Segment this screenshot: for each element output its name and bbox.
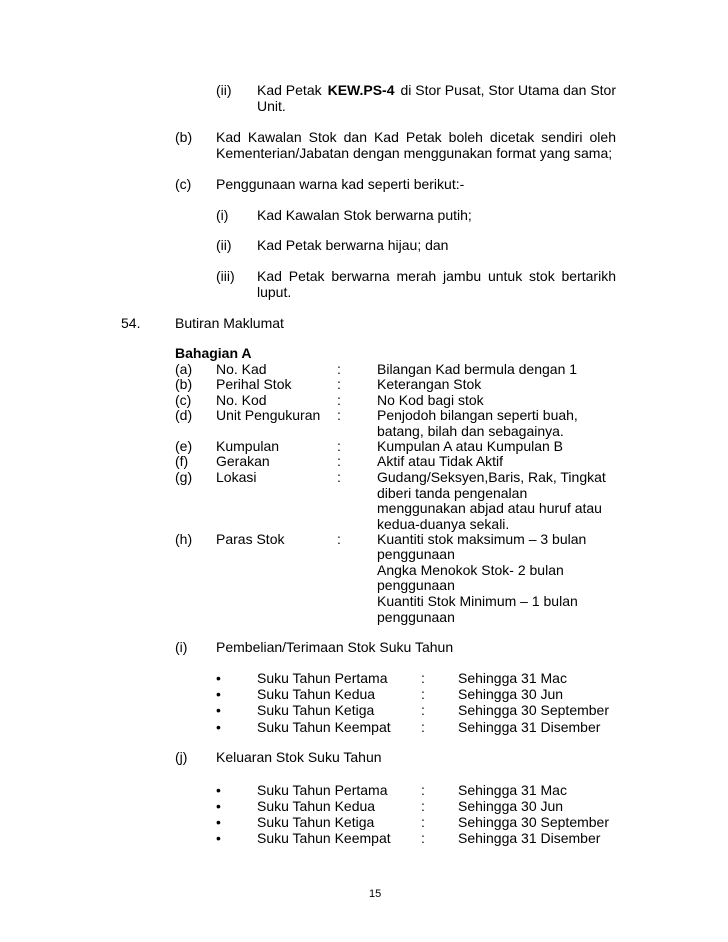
item-b-line2: Kementerian/Jabatan dengan menggunakan format yang sama; bbox=[216, 145, 613, 161]
field-value: Bilangan Kad bermula dengan 1 bbox=[377, 361, 578, 377]
quarter-label: Suku Tahun Pertama bbox=[257, 782, 388, 798]
bahagian-heading: Bahagian A bbox=[175, 345, 252, 361]
quarter-value: Sehingga 30 September bbox=[458, 814, 609, 830]
bullet-icon: • bbox=[216, 798, 221, 814]
field-value-cont: diberi tanda pengenalan bbox=[377, 485, 528, 501]
quarter-value: Sehingga 31 Mac bbox=[458, 670, 567, 686]
field-value-cont: Angka Menokok Stok- 2 bulan bbox=[377, 562, 564, 578]
field-label: Unit Pengukuran bbox=[216, 407, 321, 423]
field-value-cont: penggunaan bbox=[377, 609, 455, 625]
field-value: Gudang/Seksyen,Baris, Rak, Tingkat bbox=[377, 469, 606, 485]
item-ii-post: di Stor Pusat, Stor Utama dan Stor bbox=[400, 82, 616, 98]
field-colon: : bbox=[337, 438, 341, 454]
quarter-label: Suku Tahun Kedua bbox=[257, 686, 376, 702]
field-colon: : bbox=[337, 531, 341, 547]
field-label: Gerakan bbox=[216, 453, 270, 469]
field-value: Kuantiti stok maksimum – 3 bulan bbox=[377, 531, 587, 547]
quarter-label: Suku Tahun Keempat bbox=[257, 830, 391, 846]
field-num: (h) bbox=[175, 531, 193, 547]
field-value-cont: batang, bilah dan sebagainya. bbox=[377, 423, 564, 439]
field-value: Keterangan Stok bbox=[377, 376, 482, 392]
bullet-icon: • bbox=[216, 830, 221, 846]
quarter-label: Suku Tahun Ketiga bbox=[257, 702, 375, 718]
field-colon: : bbox=[337, 453, 341, 469]
quarter-colon: : bbox=[421, 686, 425, 702]
field-label: No. Kod bbox=[216, 392, 267, 408]
bullet-icon: • bbox=[216, 814, 221, 830]
item-b-num: (b) bbox=[175, 129, 193, 145]
color-item-text-line2: luput. bbox=[257, 284, 292, 300]
item-ii-bold: KEW.PS-4 bbox=[327, 82, 395, 98]
bullet-icon: • bbox=[216, 686, 221, 702]
color-item-text: Kad Petak berwarna hijau; dan bbox=[257, 237, 449, 253]
quarter-label: Suku Tahun Keempat bbox=[257, 719, 391, 735]
field-num: (d) bbox=[175, 407, 193, 423]
item-ii-text bbox=[257, 82, 616, 98]
field-colon: : bbox=[337, 392, 341, 408]
item-c-num: (c) bbox=[175, 176, 192, 192]
field-num: (f) bbox=[175, 453, 189, 469]
item-j-num: (j) bbox=[175, 749, 188, 765]
field-label: Lokasi bbox=[216, 469, 257, 485]
quarter-value: Sehingga 30 September bbox=[458, 702, 609, 718]
section-number: 54. bbox=[121, 315, 141, 331]
field-num: (g) bbox=[175, 469, 193, 485]
field-label: No. Kad bbox=[216, 361, 267, 377]
field-value-cont: Kuantiti Stok Minimum – 1 bulan bbox=[377, 593, 578, 609]
quarter-colon: : bbox=[421, 719, 425, 735]
color-item-text: Kad Petak berwarna merah jambu untuk stok bertarikh bbox=[257, 268, 616, 284]
field-label: Paras Stok bbox=[216, 531, 285, 547]
field-label: Perihal Stok bbox=[216, 376, 292, 392]
quarter-colon: : bbox=[421, 830, 425, 846]
field-num: (a) bbox=[175, 361, 193, 377]
field-num: (e) bbox=[175, 438, 193, 454]
item-ii-num: (ii) bbox=[216, 82, 232, 98]
quarter-colon: : bbox=[421, 798, 425, 814]
color-item-num: (i) bbox=[216, 207, 229, 223]
color-item-num: (ii) bbox=[216, 237, 232, 253]
bullet-icon: • bbox=[216, 670, 221, 686]
bullet-icon: • bbox=[216, 782, 221, 798]
quarter-value: Sehingga 30 Jun bbox=[458, 798, 564, 814]
field-colon: : bbox=[337, 361, 341, 377]
quarter-value: Sehingga 31 Disember bbox=[458, 830, 601, 846]
quarter-colon: : bbox=[421, 702, 425, 718]
field-value-cont: menggunakan abjad atau huruf atau bbox=[377, 500, 602, 516]
quarter-label: Suku Tahun Kedua bbox=[257, 798, 376, 814]
quarter-colon: : bbox=[421, 670, 425, 686]
quarter-label: Suku Tahun Ketiga bbox=[257, 814, 375, 830]
field-value: No Kod bagi stok bbox=[377, 392, 484, 408]
quarter-value: Sehingga 31 Disember bbox=[458, 719, 601, 735]
item-ii-line2: Unit. bbox=[257, 98, 286, 114]
color-item-text: Kad Kawalan Stok berwarna putih; bbox=[257, 207, 472, 223]
quarter-label: Suku Tahun Pertama bbox=[257, 670, 388, 686]
item-j-title: Keluaran Stok Suku Tahun bbox=[216, 749, 382, 765]
field-colon: : bbox=[337, 376, 341, 392]
bullet-icon: • bbox=[216, 719, 221, 735]
item-b-line1: Kad Kawalan Stok dan Kad Petak boleh dicetak sendiri oleh bbox=[216, 129, 616, 145]
field-colon: : bbox=[337, 469, 341, 485]
field-num: (b) bbox=[175, 376, 193, 392]
field-value-cont: penggunaan bbox=[377, 546, 455, 562]
item-c-text: Penggunaan warna kad seperti berikut:- bbox=[216, 176, 465, 192]
field-colon: : bbox=[337, 407, 341, 423]
quarter-value: Sehingga 30 Jun bbox=[458, 686, 564, 702]
quarter-colon: : bbox=[421, 782, 425, 798]
field-value: Penjodoh bilangan seperti buah, bbox=[377, 407, 578, 423]
field-value: Kumpulan A atau Kumpulan B bbox=[377, 438, 564, 454]
page-number: 15 bbox=[369, 888, 382, 900]
section-title: Butiran Maklumat bbox=[175, 315, 284, 331]
field-value: Aktif atau Tidak Aktif bbox=[377, 453, 504, 469]
quarter-colon: : bbox=[421, 814, 425, 830]
quarter-value: Sehingga 31 Mac bbox=[458, 782, 567, 798]
item-i-title: Pembelian/Terimaan Stok Suku Tahun bbox=[216, 639, 454, 655]
field-value-cont: kedua-duanya sekali. bbox=[377, 516, 510, 532]
item-i-num: (i) bbox=[175, 639, 188, 655]
bullet-icon: • bbox=[216, 702, 221, 718]
field-num: (c) bbox=[175, 392, 192, 408]
item-ii-pre: Kad Petak bbox=[257, 82, 322, 98]
color-item-num: (iii) bbox=[216, 268, 235, 284]
field-value-cont: penggunaan bbox=[377, 577, 455, 593]
field-label: Kumpulan bbox=[216, 438, 280, 454]
